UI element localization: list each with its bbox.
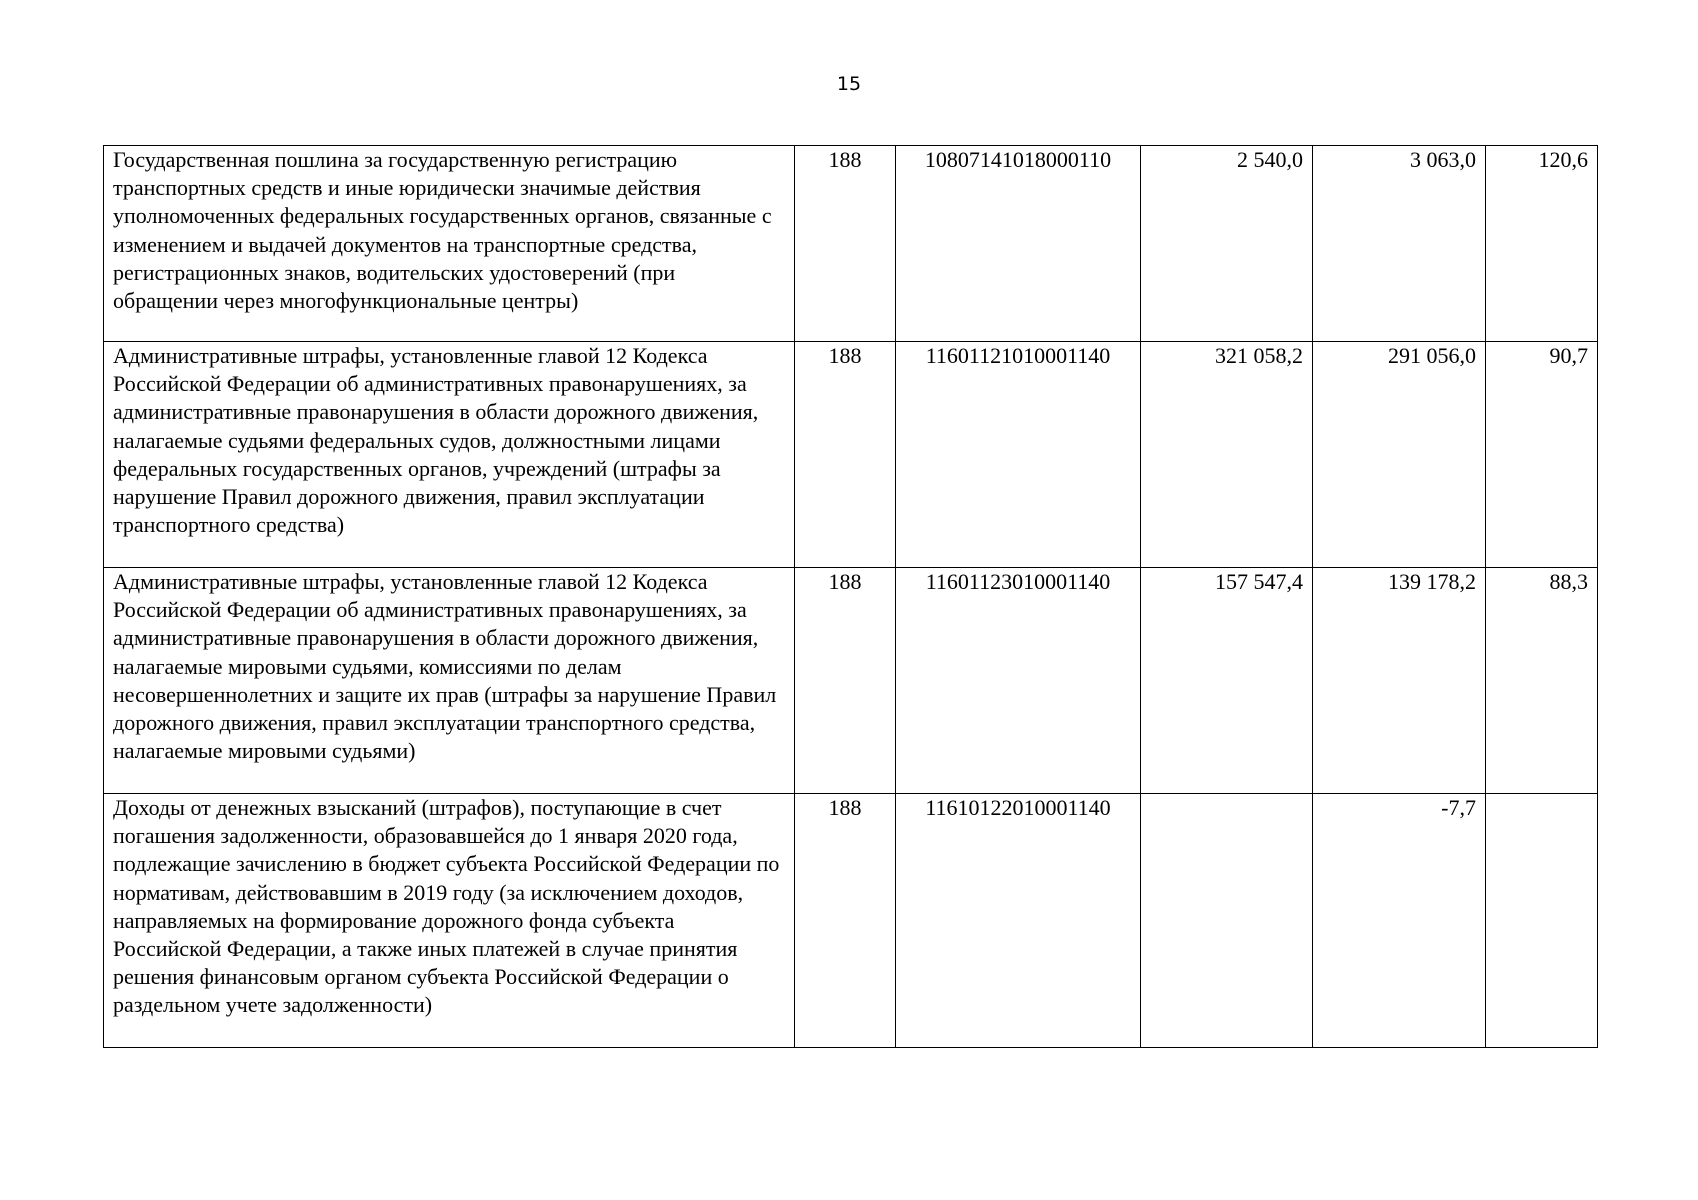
row-kbk-code: 11610122010001140 <box>896 794 1141 1048</box>
row-kbk-code: 11601123010001140 <box>896 568 1141 794</box>
row-fact-value: 3 063,0 <box>1313 146 1486 342</box>
row-fact-value: 291 056,0 <box>1313 342 1486 568</box>
row-kbk-code: 11601121010001140 <box>896 342 1141 568</box>
row-percent-value: 90,7 <box>1486 342 1598 568</box>
row-admin-code: 188 <box>795 794 896 1048</box>
table-row <box>104 342 1598 568</box>
row-plan-value: 157 547,4 <box>1141 568 1313 794</box>
row-percent-value: 88,3 <box>1486 568 1598 794</box>
row-admin-code: 188 <box>795 146 896 342</box>
row-admin-code: 188 <box>795 568 896 794</box>
row-fact-value: 139 178,2 <box>1313 568 1486 794</box>
row-admin-code: 188 <box>795 342 896 568</box>
row-description: Административные штрафы, установленные главой 12 Кодекса Российской Федерации об административных правонарушениях, за административные правонарушения в области дорожного движения, налагаемые судьями федеральных судов, должностными лицами федеральных государственных органов, учреждений (штрафы за нарушение Правил дорожного движения, правил эксплуатации транспортного средства) <box>104 342 795 568</box>
row-plan-value <box>1141 794 1313 1048</box>
row-plan-value: 321 058,2 <box>1141 342 1313 568</box>
page-number: 15 <box>836 73 862 95</box>
table-row <box>104 794 1598 1048</box>
row-percent-value: 120,6 <box>1486 146 1598 342</box>
revenue-table <box>103 145 1598 1048</box>
table-row <box>104 146 1598 342</box>
row-description: Административные штрафы, установленные главой 12 Кодекса Российской Федерации об административных правонарушениях, за административные правонарушения в области дорожного движения, налагаемые мировыми судьями, комиссиями по делам несовершеннолетних и защите их прав (штрафы за нарушение Правил дорожного движения, правил эксплуатации транспортного средства, налагаемые мировыми судьями) <box>104 568 795 794</box>
row-description: Государственная пошлина за государственную регистрацию транспортных средств и иные юридически значимые действия уполномоченных федеральных государственных органов, связанные с изменением и выдачей документов на транспортные средства, регистрационных знаков, водительских удостоверений (при обращении через многофункциональные центры) <box>104 146 795 342</box>
row-percent-value <box>1486 794 1598 1048</box>
row-plan-value: 2 540,0 <box>1141 146 1313 342</box>
row-description: Доходы от денежных взысканий (штрафов), поступающие в счет погашения задолженности, образовавшейся до 1 января 2020 года, подлежащие зачислению в бюджет субъекта Российской Федерации по нормативам, действовавшим в 2019 году (за исключением доходов, направляемых на формирование дорожного фонда субъекта Российской Федерации, а также иных платежей в случае принятия решения финансовым органом субъекта Российской Федерации о раздельном учете задолженности) <box>104 794 795 1048</box>
row-kbk-code: 10807141018000110 <box>896 146 1141 342</box>
row-fact-value: -7,7 <box>1313 794 1486 1048</box>
table-row <box>104 568 1598 794</box>
